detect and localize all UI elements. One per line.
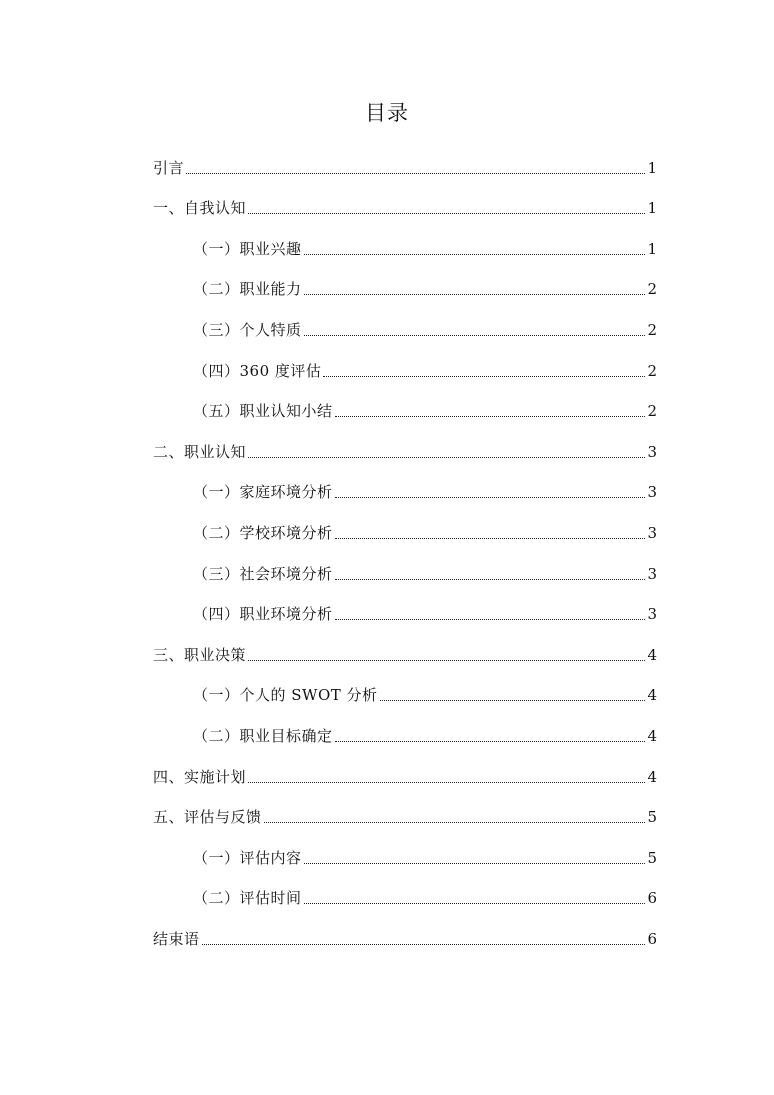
toc-entry[interactable] (153, 344, 657, 385)
toc-entry[interactable] (153, 303, 657, 344)
toc-entry-label: （二）学校环境分析 (193, 523, 333, 542)
toc-entry-page-number: 4 (647, 645, 657, 664)
dot-leader (248, 456, 645, 458)
toc-entry-label: （一）职业兴趣 (193, 239, 302, 258)
dot-leader (202, 943, 646, 945)
dot-leader (304, 862, 646, 864)
toc-entry[interactable] (153, 831, 657, 872)
dot-leader (335, 618, 646, 620)
toc-entry-label: 一、自我认知 (153, 199, 247, 218)
dot-leader (304, 334, 646, 336)
toc-entry-page-number: 3 (647, 442, 657, 461)
toc-entry-label: （四）职业环境分析 (193, 605, 333, 624)
toc-entry[interactable] (153, 791, 657, 832)
toc-entry-page-number: 3 (647, 605, 657, 624)
toc-entry-label: （四）360 度评估 (193, 361, 322, 380)
toc-entry[interactable] (153, 141, 657, 182)
toc-entry-label: （三）社会环境分析 (193, 564, 333, 583)
toc-entry-label: 三、职业决策 (153, 645, 247, 664)
toc-title: 目录 (365, 101, 409, 125)
toc-entry[interactable] (153, 628, 657, 669)
dot-leader (248, 781, 645, 783)
dot-leader (380, 699, 646, 701)
toc-entry-page-number: 1 (647, 199, 657, 218)
dot-leader (248, 212, 645, 214)
dot-leader (304, 253, 646, 255)
toc-entry-label: 二、职业认知 (153, 442, 247, 461)
toc-entry-page-number: 3 (647, 523, 657, 542)
toc-entry[interactable] (153, 669, 657, 710)
toc-entry-page-number: 5 (647, 808, 657, 827)
toc-entry-label: （一）家庭环境分析 (193, 483, 333, 502)
toc-entry-page-number: 6 (647, 929, 657, 948)
toc-entry-label: （一）个人的 SWOT 分析 (193, 686, 378, 705)
toc-entry-label: 四、实施计划 (153, 767, 247, 786)
dot-leader (335, 415, 646, 417)
toc-entry-page-number: 2 (647, 402, 657, 421)
toc-entry-label: （一）评估内容 (193, 848, 302, 867)
dot-leader (304, 293, 646, 295)
dot-leader (186, 172, 645, 174)
dot-leader (335, 740, 646, 742)
toc-entry[interactable] (153, 425, 657, 466)
toc-entry[interactable] (153, 222, 657, 263)
toc-entry[interactable] (153, 182, 657, 223)
toc-entry[interactable] (153, 709, 657, 750)
toc-entry[interactable] (153, 466, 657, 507)
toc-entry[interactable] (153, 385, 657, 426)
toc-entry-label: 结束语 (153, 929, 200, 948)
toc-entry-label: （三）个人特质 (193, 320, 302, 339)
dot-leader (264, 821, 646, 823)
toc-entry[interactable] (153, 750, 657, 791)
toc-entry-page-number: 4 (647, 767, 657, 786)
toc-entry-label: 引言 (153, 158, 185, 177)
toc-entry[interactable] (153, 912, 657, 953)
dot-leader (304, 902, 646, 904)
toc-entry[interactable] (153, 263, 657, 304)
toc-entry[interactable] (153, 588, 657, 629)
dot-leader (323, 375, 645, 377)
toc-entry[interactable] (153, 506, 657, 547)
toc-entry-page-number: 5 (647, 848, 657, 867)
toc-entry-page-number: 1 (647, 158, 657, 177)
toc-entry-label: （二）评估时间 (193, 889, 302, 908)
dot-leader (248, 659, 645, 661)
toc-list (153, 141, 657, 953)
toc-entry-page-number: 4 (647, 686, 657, 705)
toc-entry-page-number: 3 (647, 483, 657, 502)
toc-entry-page-number: 1 (647, 239, 657, 258)
toc-entry-label: （五）职业认知小结 (193, 402, 333, 421)
toc-entry-page-number: 2 (647, 320, 657, 339)
toc-entry-page-number: 2 (647, 361, 657, 380)
toc-entry-page-number: 2 (647, 280, 657, 299)
dot-leader (335, 496, 646, 498)
toc-entry-page-number: 3 (647, 564, 657, 583)
toc-entry[interactable] (153, 547, 657, 588)
dot-leader (335, 537, 646, 539)
toc-entry-label: 五、评估与反馈 (153, 808, 262, 827)
toc-entry-page-number: 6 (647, 889, 657, 908)
toc-entry-label: （二）职业目标确定 (193, 726, 333, 745)
dot-leader (335, 578, 646, 580)
toc-entry-page-number: 4 (647, 726, 657, 745)
toc-entry-label: （二）职业能力 (193, 280, 302, 299)
toc-entry[interactable] (153, 872, 657, 913)
